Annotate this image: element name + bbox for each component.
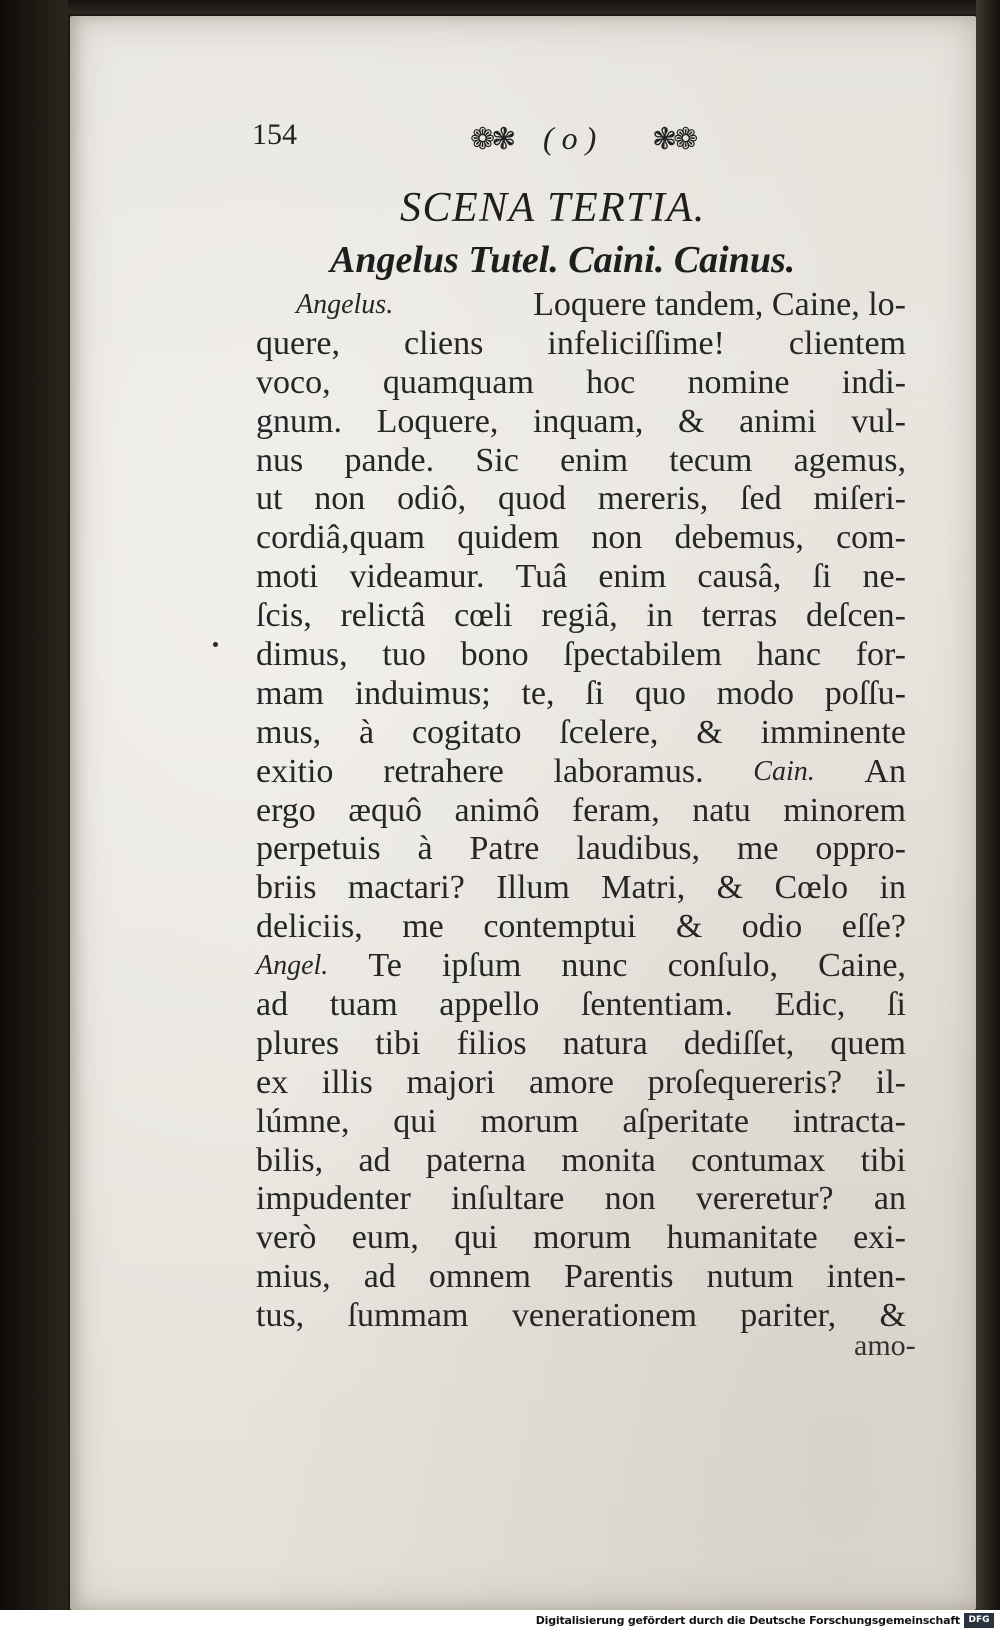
word: retrahere [383, 752, 504, 790]
word: pariter, [740, 1297, 837, 1335]
footer-bar [0, 1610, 1000, 1632]
word: aſperitate [622, 1102, 749, 1140]
word: amore [528, 1063, 614, 1101]
word: intracta- [792, 1102, 906, 1140]
word: poſſu- [824, 674, 906, 712]
word: contemptui [483, 908, 637, 946]
word: qui [454, 1219, 498, 1257]
speaker-label: Angelus. [296, 289, 394, 320]
word: bono [460, 636, 529, 674]
word: pande. [344, 441, 435, 479]
word: cœli [454, 597, 513, 635]
word: ſi [887, 986, 906, 1024]
speaker-label: Angel. [256, 950, 329, 982]
catchword: amo- [854, 1329, 916, 1362]
word: Edic, [774, 986, 846, 1024]
word: me [402, 908, 444, 946]
word: natu [692, 791, 751, 829]
word: verò [256, 1219, 317, 1257]
word: modo [716, 674, 795, 712]
word: laboramus. [553, 752, 704, 790]
scene-title: SCENA TERTIA. [400, 185, 706, 231]
word: contumax [691, 1141, 826, 1179]
word: monita [561, 1141, 656, 1179]
page-header [70, 116, 976, 166]
word: non [314, 480, 366, 518]
text-line [256, 364, 906, 403]
text-line [256, 986, 906, 1025]
word: plures [256, 1024, 340, 1062]
word: quo [634, 674, 686, 712]
word: à [359, 713, 375, 751]
word: bilis, [256, 1141, 324, 1179]
word: mactari? [347, 869, 465, 907]
word: perpetuis [256, 830, 381, 868]
word: animô [454, 791, 540, 829]
word: Sic [475, 441, 519, 479]
word: mius, [256, 1258, 331, 1296]
word: ſi [585, 674, 605, 712]
word: quem [830, 1024, 906, 1062]
word: vereretur? [695, 1180, 834, 1218]
word: Matri, [601, 869, 686, 907]
word: imminente [760, 713, 906, 751]
text-line [256, 480, 906, 519]
word: majori [406, 1063, 496, 1101]
word: com- [836, 519, 906, 557]
text-line [256, 597, 906, 636]
word: voco, [256, 363, 331, 401]
word: briis [256, 869, 317, 907]
text-line [256, 1219, 906, 1258]
text-line [256, 830, 906, 869]
text-line [256, 908, 906, 947]
word: oppro- [815, 830, 906, 868]
word: minorem [783, 791, 906, 829]
word: tus, [256, 1297, 305, 1335]
word: nomine [687, 363, 790, 401]
scan-right-edge [976, 0, 1000, 1610]
word: venerationem [511, 1297, 697, 1335]
text-line [256, 636, 906, 675]
word: non [591, 519, 643, 557]
word: terras [701, 597, 778, 635]
word: ad [363, 1258, 396, 1296]
word: laudibus, [576, 830, 700, 868]
word: Loquere, [376, 402, 499, 440]
word: nus [256, 441, 304, 479]
word: morum [480, 1102, 579, 1140]
line-text: Loquere tandem, Caine, lo- [533, 286, 906, 323]
word: ſi [812, 558, 832, 596]
word: Cœlo [774, 869, 849, 907]
word: regiâ, [541, 597, 618, 635]
word: ne- [862, 558, 906, 596]
dfg-logo: DFG [964, 1613, 994, 1628]
word: ad [358, 1141, 391, 1179]
word: natura [562, 1024, 648, 1062]
text-line [256, 869, 906, 908]
word: Caine, [818, 947, 906, 985]
word: & [696, 713, 723, 751]
word: humanitate [666, 1219, 818, 1257]
word: inſultare [451, 1180, 565, 1218]
word: in [646, 597, 673, 635]
text-line [256, 947, 906, 986]
word: hoc [586, 363, 636, 401]
word: & [675, 908, 703, 946]
word: enim [598, 558, 667, 596]
word: deliciis, [256, 908, 363, 946]
word: filios [456, 1024, 527, 1062]
word: exi- [853, 1219, 906, 1257]
word: infeliciſſime! [547, 324, 725, 362]
word: ſententiam. [580, 986, 733, 1024]
word: lúmne, [256, 1102, 350, 1140]
word: à [417, 830, 433, 868]
ornament-right-icon: ❃❁ [652, 123, 695, 156]
word: ſed [740, 480, 782, 518]
word: quod [497, 480, 566, 518]
word: feram, [571, 791, 660, 829]
text-line [256, 714, 906, 753]
word: tuo [382, 636, 426, 674]
word: quere, [256, 324, 341, 362]
text-line [256, 1258, 906, 1297]
word: Tuâ [515, 558, 568, 596]
word: & [879, 1297, 906, 1335]
margin-mark [213, 642, 218, 647]
word: exitio [256, 752, 334, 790]
word: ſcis, [256, 597, 312, 635]
word: appello [439, 986, 540, 1024]
word: tuam [329, 986, 398, 1024]
text-line [256, 792, 906, 831]
word: cordiâ,quam [256, 519, 425, 557]
book-page [70, 16, 976, 1610]
word: induimus; [354, 674, 491, 712]
word: relictâ [340, 597, 426, 635]
text-line [256, 519, 906, 558]
word: tecum [669, 441, 753, 479]
word: cogitato [411, 713, 522, 751]
word: hanc [756, 636, 821, 674]
word: inten- [826, 1258, 906, 1296]
word: miſeri- [813, 480, 906, 518]
word: impudenter [256, 1180, 411, 1218]
word: illis [321, 1063, 373, 1101]
word: odio [741, 908, 803, 946]
word: tibi [375, 1024, 421, 1062]
word: nunc [561, 947, 628, 985]
word: mus, [256, 713, 322, 751]
funding-credit: Digitalisierung gefördert durch die Deutsche Forschungsgemeinschaft [535, 1614, 960, 1627]
word: cliens [404, 324, 484, 362]
word: ut [256, 480, 283, 518]
word: morum [533, 1219, 632, 1257]
word: eum, [351, 1219, 419, 1257]
word: proſequereris? [647, 1063, 843, 1101]
word: debemus, [674, 519, 804, 557]
word: ſpectabilem [563, 636, 722, 674]
word: & [716, 869, 744, 907]
text-line [256, 1180, 906, 1219]
text-line [256, 1025, 906, 1064]
running-head: ( o ) [543, 120, 597, 156]
word: Patre [469, 830, 540, 868]
text-line [256, 286, 906, 325]
word: An [864, 752, 906, 790]
word: deſcen- [805, 597, 906, 635]
word: te, [521, 674, 555, 712]
word: for- [855, 636, 906, 674]
word: odiô, [397, 480, 467, 518]
word: eſſe? [841, 908, 906, 946]
word: Te [368, 947, 402, 985]
dialogue-text [256, 286, 906, 1336]
word: causâ, [697, 558, 782, 596]
text-line [256, 1297, 906, 1336]
scan-left-edge [0, 0, 68, 1610]
word: non [604, 1180, 656, 1218]
word: in [879, 869, 906, 907]
word: dediſſet, [683, 1024, 795, 1062]
ornament-left-icon: ❁❃ [470, 123, 513, 156]
word: mam [256, 674, 324, 712]
word: omnem [428, 1258, 531, 1296]
word: videamur. [349, 558, 485, 596]
word: gnum. [256, 402, 342, 440]
word: quidem [457, 519, 560, 557]
word: qui [393, 1102, 437, 1140]
word: æquô [348, 791, 422, 829]
scan-top-edge [0, 0, 1000, 14]
word: ex [256, 1063, 289, 1101]
text-line [256, 675, 906, 714]
word: enim [560, 441, 629, 479]
text-line [256, 1064, 906, 1103]
word: an [873, 1180, 906, 1218]
word: ipſum [441, 947, 522, 985]
text-line [256, 403, 906, 442]
word: conſulo, [667, 947, 779, 985]
word: animi [739, 402, 817, 440]
word: paterna [425, 1141, 526, 1179]
word: me [736, 830, 779, 868]
word: ad [256, 986, 289, 1024]
word: inquam, [532, 402, 644, 440]
word: moti [256, 558, 319, 596]
word: agemus, [793, 441, 906, 479]
cast-list: Angelus Tutel. Caini. Cainus. [330, 239, 796, 281]
word: Parentis [563, 1258, 674, 1296]
word: dimus, [256, 636, 348, 674]
word: clientem [788, 324, 906, 362]
word: mereris, [597, 480, 709, 518]
text-line [256, 558, 906, 597]
word: nutum [706, 1258, 794, 1296]
page-number: 154 [252, 118, 297, 151]
text-line [256, 753, 906, 792]
text-line [256, 1103, 906, 1142]
word: ſcelere, [559, 713, 659, 751]
word: ergo [256, 791, 316, 829]
text-line [256, 325, 906, 364]
word: indi- [841, 363, 906, 401]
word: Illum [496, 869, 570, 907]
word: ſummam [347, 1297, 469, 1335]
word: vul- [851, 402, 906, 440]
word: & [678, 402, 705, 440]
speaker-label: Cain. [753, 755, 815, 787]
word: quamquam [382, 363, 534, 401]
word: tibi [860, 1141, 906, 1179]
text-line [256, 1142, 906, 1181]
text-line [256, 442, 906, 481]
word: il- [875, 1063, 906, 1101]
